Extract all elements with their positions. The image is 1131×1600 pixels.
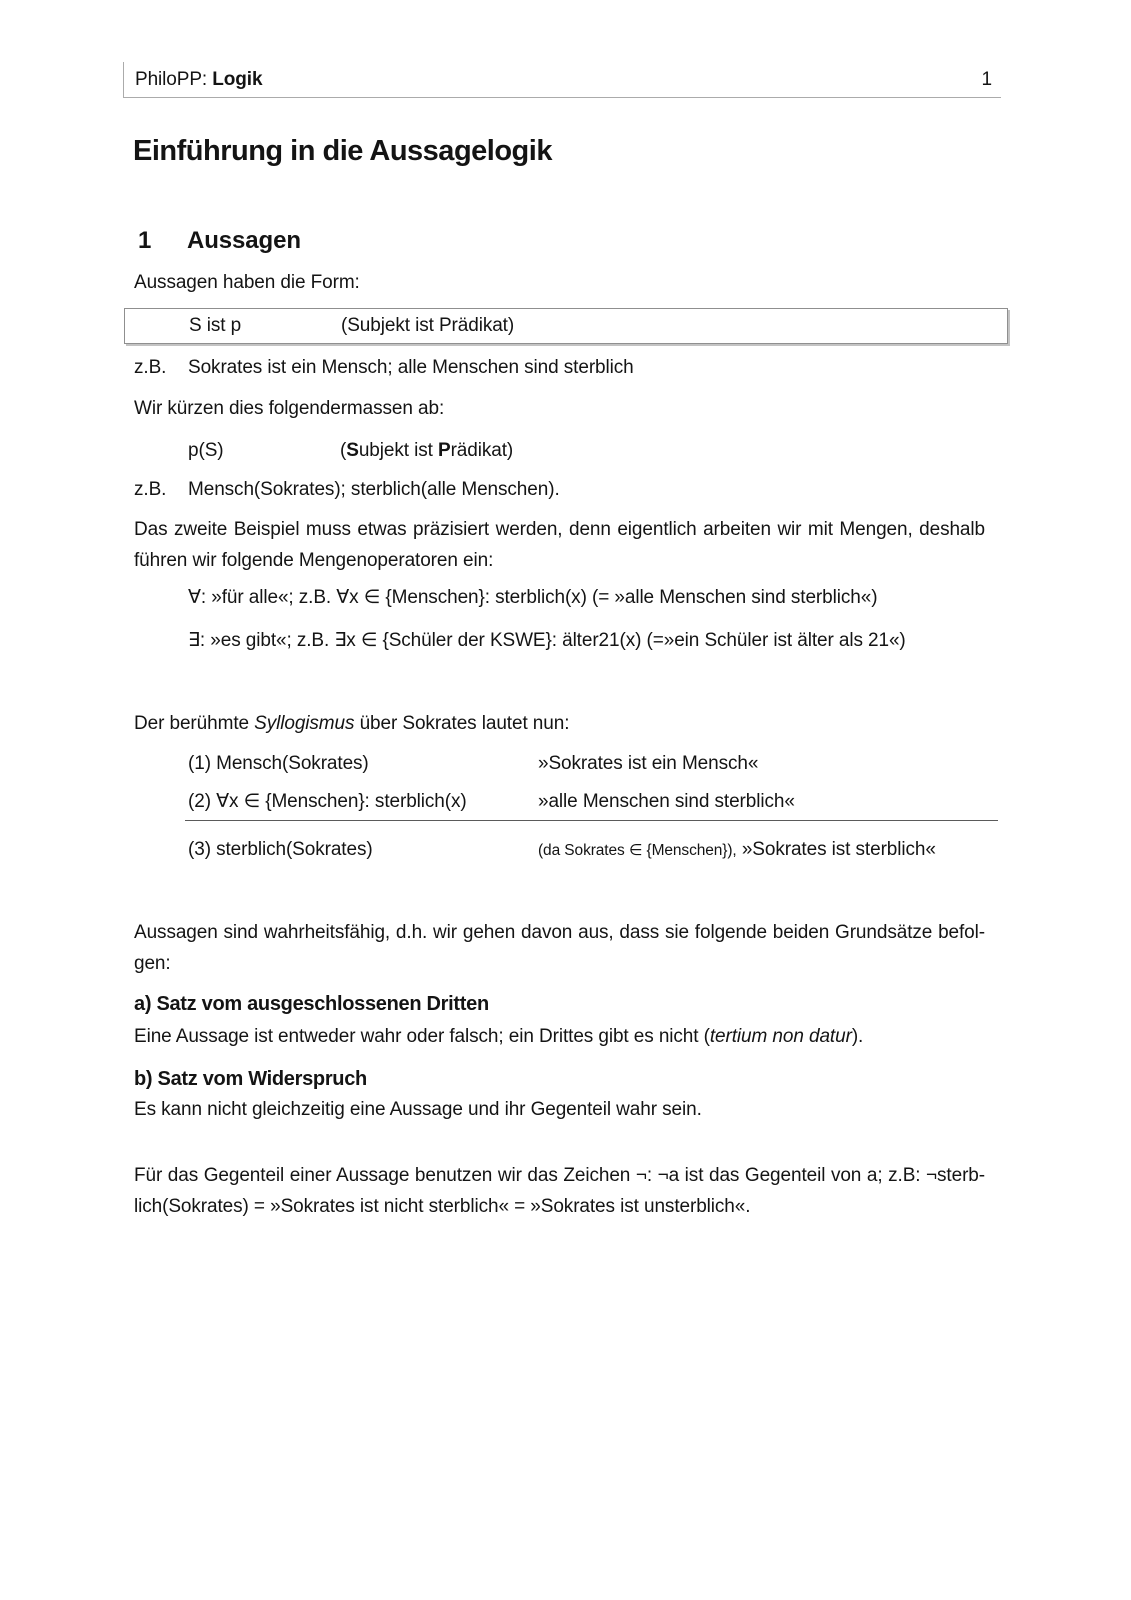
principle-a-body — [134, 1021, 863, 1052]
syllogism-row-3-gloss — [538, 834, 936, 866]
syllogism-divider-rule — [185, 820, 998, 821]
abbrev-rest: rädikat) — [450, 440, 514, 461]
principle-b-heading: b) Satz vom Widerspruch — [134, 1068, 367, 1090]
header-course-name: Logik — [212, 68, 263, 90]
example-1-text: Sokrates ist ein Mensch; alle Menschen sind sterblich — [188, 357, 634, 378]
sets-paragraph — [134, 514, 985, 576]
syllogism-row-2-formula: (2) ∀x ∈ {Menschen}: sterblich(x) — [188, 791, 467, 812]
truth-paragraph — [134, 917, 985, 979]
abbrev-mid: ubjekt ist — [358, 440, 438, 461]
form-explanation: (Subjekt ist Prädikat) — [341, 315, 515, 336]
syllogism-intro-pre: Der berühmte — [134, 713, 255, 734]
section-number: 1 — [138, 227, 152, 254]
section-title: Aussagen — [187, 227, 301, 254]
syllogism-intro-post: über Sokrates lautet nun: — [354, 713, 570, 734]
form-box — [124, 308, 1008, 344]
principle-a-heading: a) Satz vom ausgeschlossenen Dritten — [134, 993, 489, 1015]
syllogism-row-2 — [188, 786, 1000, 817]
abbrev-s-bold: S — [346, 440, 359, 461]
intro-line: Aussagen haben die Form: — [134, 272, 360, 293]
principle-b-body: Es kann nicht gleichzeitig eine Aussage und ihr Gegenteil wahr sein. — [134, 1099, 702, 1120]
syllogism-row-2-gloss: »alle Menschen sind sterblich« — [538, 791, 795, 812]
exists-operator-line: ∃: »es gibt«; z.B. ∃x ∈ {Schüler der KSWE}: älter21(x) (=»ein Schüler ist älter als 21«) — [188, 630, 906, 651]
header-course — [124, 69, 262, 91]
syllogism-row-3-formula: (3) sterblich(Sokrates) — [188, 839, 373, 860]
syllogism-row-1-formula: (1) Mensch(Sokrates) — [188, 753, 369, 774]
principle-a-body-pre: Eine Aussage ist entweder wahr oder falsch; ein Drittes gibt es nicht ( — [134, 1026, 710, 1047]
sets-paragraph-line1: Das zweite Beispiel muss etwas präzisiert werden, denn eigentlich arbeiten wir mit Mengen, deshalb — [134, 519, 985, 540]
principle-a-body-italic: tertium non datur — [709, 1026, 852, 1047]
syllogism-intro-italic: Syllogismus — [254, 713, 355, 734]
principle-a-body-post: ). — [851, 1026, 864, 1047]
truth-paragraph-line1: Aussagen sind wahrheitsfähig, d.h. wir gehen davon aus, dass sie folgende beiden Grundsätze befol- — [134, 922, 985, 943]
sets-paragraph-line2: führen wir folgende Mengenoperatoren ein: — [134, 550, 494, 571]
example-2 — [134, 474, 560, 505]
negation-paragraph — [134, 1160, 985, 1222]
negation-paragraph-line1: Für das Gegenteil einer Aussage benutzen wir das Zeichen ¬: ¬a ist das Gegenteil von a; z.B: ¬sterb- — [134, 1165, 985, 1186]
syllogism-row-3-gloss-main: »Sokrates ist sterblich« — [736, 839, 936, 860]
page-header — [123, 62, 1001, 98]
section-heading — [138, 226, 301, 256]
syllogism-row-3 — [188, 834, 1000, 865]
example-2-text: Mensch(Sokrates); sterblich(alle Menschen). — [188, 479, 560, 500]
forall-operator-line: ∀: »für alle«; z.B. ∀x ∈ {Menschen}: sterblich(x) (= »alle Menschen sind sterblich«) — [188, 587, 878, 608]
example-2-label: z.B. — [134, 479, 167, 500]
abbrev-formula: p(S) — [188, 440, 224, 461]
document-title: Einführung in die Aussagelogik — [133, 135, 552, 167]
abbrev-paren: ( — [340, 440, 347, 461]
syllogism-row-3-gloss-small: (da Sokrates ∈ {Menschen}), — [538, 842, 737, 859]
syllogism-intro — [134, 708, 569, 739]
header-course-prefix: PhiloPP: — [135, 68, 213, 90]
example-1-label: z.B. — [134, 357, 167, 378]
syllogism-row-1 — [188, 748, 1000, 779]
page-number: 1 — [981, 68, 992, 90]
abbrev-row — [188, 435, 514, 466]
syllogism-row-1-gloss: »Sokrates ist ein Mensch« — [538, 753, 759, 774]
negation-paragraph-line2: lich(Sokrates) = »Sokrates ist nicht sterblich« = »Sokrates ist unsterblich«. — [134, 1196, 751, 1217]
form-formula: S ist p — [189, 315, 242, 336]
abbrev-intro: Wir kürzen dies folgendermassen ab: — [134, 398, 445, 419]
abbrev-explanation — [340, 435, 513, 466]
abbrev-p-bold: P — [437, 440, 451, 461]
truth-paragraph-line2: gen: — [134, 953, 171, 974]
example-1 — [134, 352, 634, 383]
